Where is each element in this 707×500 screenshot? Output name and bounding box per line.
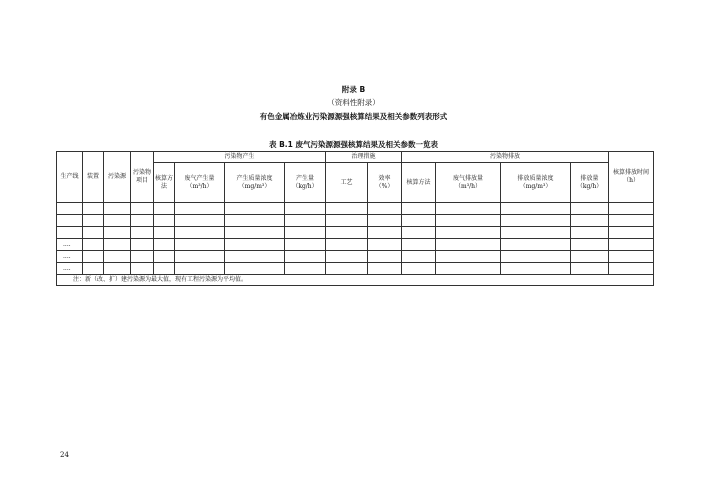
header-row-group [57,152,654,163]
table-cell [436,239,501,251]
table-cell [285,263,326,275]
table-cell [501,251,571,263]
table-cell [83,239,104,251]
table-cell [368,203,402,215]
table-cell [154,215,175,227]
header-emis-concentration-unit: （mg/m³） [519,182,552,190]
table-row [57,251,654,263]
table-cell [175,227,225,239]
header-gas-emission [436,163,501,203]
table-cell [436,203,501,215]
header-line: 生产线 [57,152,83,203]
table-cell [104,215,131,227]
header-emis-amount-unit: （kg/h） [576,182,603,190]
table-cell [225,251,285,263]
table-cell [154,251,175,263]
table-cell [225,227,285,239]
table-cell [83,203,104,215]
table-cell [402,215,436,227]
emission-table [56,151,654,286]
header-calc-method-2: 核算方法 [402,163,436,203]
table-cell [609,215,654,227]
table-cell [368,227,402,239]
table-cell [436,227,501,239]
header-prod-amount-unit: （kg/h） [292,182,318,190]
table-cell [175,203,225,215]
table-cell [104,203,131,215]
table-cell [131,239,154,251]
table-cell [402,227,436,239]
table-cell [83,251,104,263]
header-prod-amount-label: 产生量 [296,174,315,182]
table-note: 注：新（改、扩）建污染源为最大值，现有工程污染源为平均值。 [57,275,654,286]
table-cell [285,227,326,239]
header-gas-emission-label: 废气排放量 [453,174,484,182]
table-cell [175,251,225,263]
row-first-cell: .... [57,251,83,263]
table-cell [104,227,131,239]
header-emission-time: 核算排放时间（h） [609,152,654,203]
appendix-nature: （资料性附录） [327,98,380,107]
table-cell [326,203,368,215]
table-cell [326,263,368,275]
table-cell [368,215,402,227]
table-cell [436,251,501,263]
table-cell [402,251,436,263]
header-emis-amount-label: 排放量 [580,174,599,182]
table-cell [326,239,368,251]
table-row [57,263,654,275]
table-cell [225,263,285,275]
table-cell [326,251,368,263]
table-cell [571,239,609,251]
row-first-cell [57,227,83,239]
header-device: 装置 [83,152,104,203]
table-cell [225,203,285,215]
table-cell [501,239,571,251]
table-cell [225,215,285,227]
table-cell [83,227,104,239]
header-pollutant: 污染物项目 [131,152,154,203]
appendix-title: 有色金属冶炼业污染源源强核算结果及相关参数列表形式 [259,112,448,121]
table-cell [131,227,154,239]
table-title: 表 B.1 废气污染源源强核算结果及相关参数一览表 [268,140,438,149]
header-source: 污染源 [104,152,131,203]
appendix-label: 附录 B [341,85,366,94]
table-cell [104,263,131,275]
table-cell [83,263,104,275]
header-emis-concentration [501,163,571,203]
table-cell [609,239,654,251]
header-prod-concentration-label: 产生质量浓度 [236,174,273,182]
table-cell [154,227,175,239]
table-cell [104,251,131,263]
header-prod-concentration-unit: （mg/m³） [238,182,271,190]
table-cell [402,203,436,215]
header-gas-production-label: 废气产生量 [184,174,215,182]
table-cell [501,203,571,215]
table-cell [571,227,609,239]
table-cell [175,215,225,227]
header-prod-amount [285,163,326,203]
table-cell [154,263,175,275]
row-first-cell: .... [57,239,83,251]
table-cell [609,227,654,239]
table-cell [131,263,154,275]
table-cell [225,239,285,251]
table-cell [285,203,326,215]
header-calc-method: 核算方法 [154,163,175,203]
table-cell [571,215,609,227]
table-cell [368,263,402,275]
row-first-cell: .... [57,263,83,275]
table-cell [436,215,501,227]
table-cell [154,203,175,215]
table-cell [131,203,154,215]
page-number: 24 [60,451,69,459]
table-cell [609,251,654,263]
table-cell [571,263,609,275]
header-process: 工艺 [326,163,368,203]
table-cell [436,263,501,275]
header-group-treatment: 治理措施 [326,152,402,163]
row-first-cell [57,215,83,227]
table-cell [571,251,609,263]
header-group-emission: 污染物排放 [402,152,609,163]
table-row [57,215,654,227]
table-cell [501,263,571,275]
table-cell [175,263,225,275]
header-gas-production-unit: （m³/h） [186,182,213,190]
header-prod-concentration [225,163,285,203]
table-cell [326,227,368,239]
table-cell [285,239,326,251]
table-cell [326,215,368,227]
table-cell [368,239,402,251]
table-cell [83,215,104,227]
header-gas-production [175,163,225,203]
header-efficiency [368,163,402,203]
table-cell [104,239,131,251]
table-cell [285,251,326,263]
table-cell [368,251,402,263]
table-cell [154,239,175,251]
header-emis-amount [571,163,609,203]
table-cell [609,263,654,275]
table-cell [402,263,436,275]
table-cell [131,251,154,263]
table-cell [571,203,609,215]
table-cell [609,203,654,215]
header-efficiency-unit: （%） [375,182,394,190]
table-cell [131,215,154,227]
table-cell [501,215,571,227]
table-cell [285,215,326,227]
table-cell [402,239,436,251]
table-row [57,203,654,215]
row-first-cell [57,203,83,215]
header-emis-concentration-label: 排放质量浓度 [517,174,554,182]
header-gas-emission-unit: （m³/h） [455,182,482,190]
header-group-production: 污染物产生 [154,152,326,163]
table-cell [175,239,225,251]
table-row [57,227,654,239]
table-row [57,239,654,251]
header-efficiency-label: 效率 [378,174,391,182]
table-cell [501,227,571,239]
